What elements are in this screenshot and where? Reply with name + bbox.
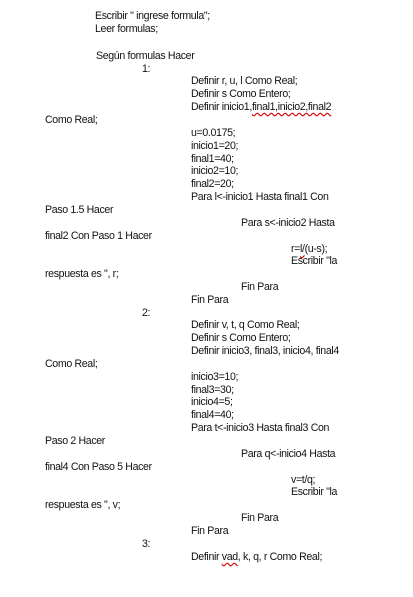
code-text: (u-s); xyxy=(304,243,328,255)
code-line: Fin Para xyxy=(191,294,229,306)
code-line: inicio3=10; xyxy=(191,371,239,383)
code-line: inicio4=5; xyxy=(191,396,233,408)
code-line: Escribir "la xyxy=(291,255,338,267)
code-line: Para l<-inicio1 Hasta final1 Con xyxy=(191,191,329,203)
code-line: inicio1=20; xyxy=(191,140,239,152)
code-line: final2 Con Paso 1 Hacer xyxy=(45,230,152,242)
code-line: Definir s Como Entero; xyxy=(191,332,291,344)
code-line: final4 Con Paso 5 Hacer xyxy=(45,461,152,473)
code-line: Según formulas Hacer xyxy=(96,50,195,62)
code-line: Como Real; xyxy=(45,358,98,370)
code-line: Escribir " ingrese formula"; xyxy=(95,10,210,22)
code-line: respuesta es ", v; xyxy=(45,499,121,511)
code-line: Paso 1.5 Hacer xyxy=(45,204,114,216)
code-line xyxy=(291,243,327,255)
code-line: inicio2=10; xyxy=(191,165,239,177)
code-line: final1=40; xyxy=(191,153,234,165)
code-line: Definir inicio3, final3, inicio4, final4 xyxy=(191,345,339,357)
code-line xyxy=(191,551,322,563)
code-line: final2=20; xyxy=(191,178,234,190)
code-line: u=0.0175; xyxy=(191,127,236,139)
spellcheck-squiggle: vad xyxy=(221,551,238,563)
code-line: v=t/q; xyxy=(291,474,316,486)
code-line: 2: xyxy=(142,307,151,319)
code-line: final3=30; xyxy=(191,384,234,396)
code-line: Para q<-inicio4 Hasta xyxy=(241,448,336,460)
code-line: Fin Para xyxy=(191,525,229,537)
spellcheck-squiggle: l/ xyxy=(300,243,305,255)
code-line: final4=40; xyxy=(191,409,234,421)
code-text: Definir inicio1, xyxy=(191,101,252,113)
code-line: Leer formulas; xyxy=(95,23,158,35)
code-line: Fin Para xyxy=(241,512,279,524)
code-line: Definir r, u, l Como Real; xyxy=(191,75,298,87)
code-line: Para t<-inicio3 Hasta final3 Con xyxy=(191,422,330,434)
code-line: Paso 2 Hacer xyxy=(45,435,105,447)
code-line xyxy=(191,101,331,113)
code-text: , k, q, r Como Real; xyxy=(237,551,323,563)
code-line: 3: xyxy=(142,538,151,550)
code-line: Definir v, t, q Como Real; xyxy=(191,319,300,331)
code-line: 1: xyxy=(142,63,151,75)
code-line: Escribir "la xyxy=(291,486,338,498)
spellcheck-squiggle: final1,inicio2,final2 xyxy=(251,101,332,113)
code-text: Definir xyxy=(191,551,222,563)
code-line: Para s<-inicio2 Hasta xyxy=(241,217,335,229)
code-line: Definir s Como Entero; xyxy=(191,88,291,100)
code-line: Fin Para xyxy=(241,281,279,293)
code-line: respuesta es ", r; xyxy=(45,268,119,280)
code-text: r= xyxy=(291,243,301,255)
code-line: Como Real; xyxy=(45,114,98,126)
